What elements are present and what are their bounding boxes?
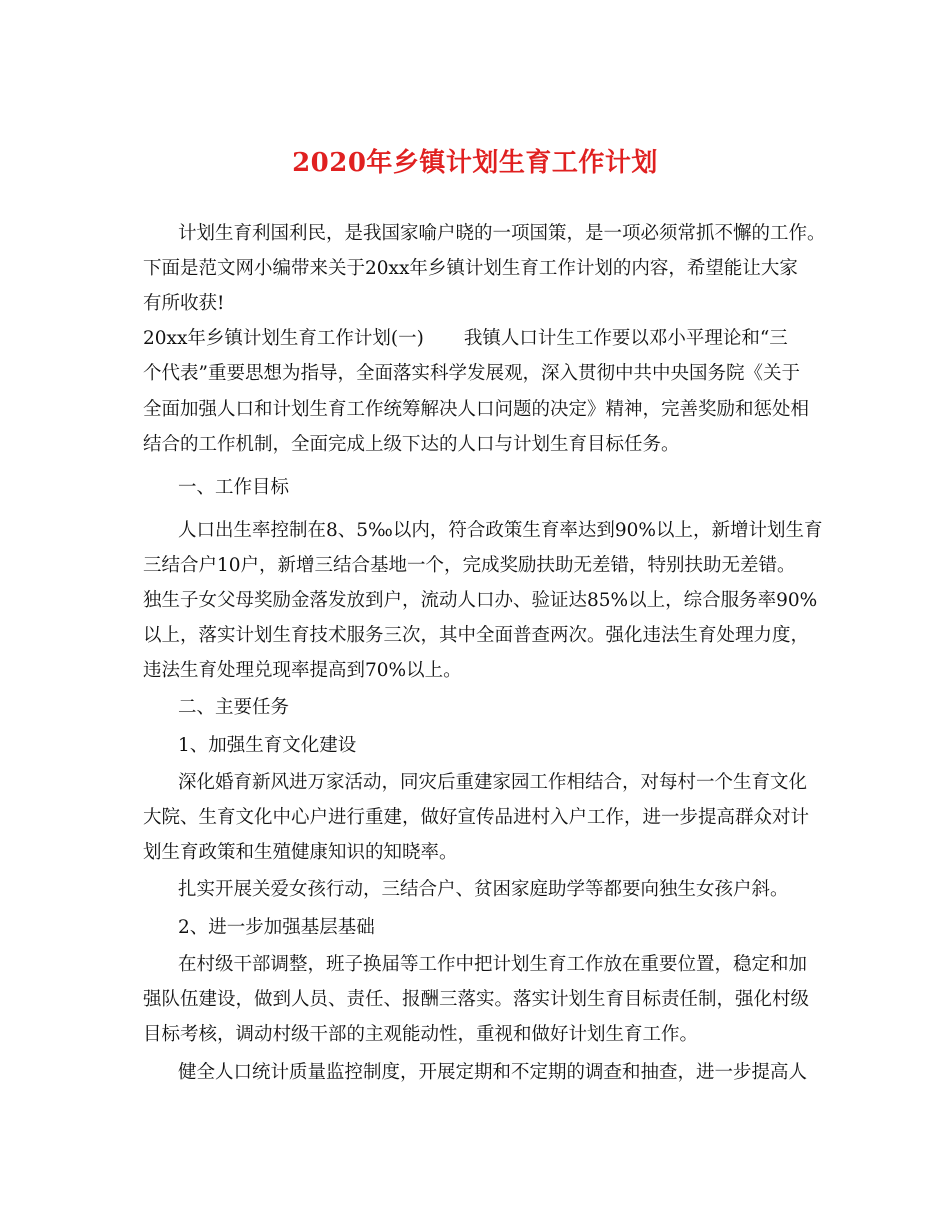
paragraph-line: 大院、生育文化中心户进行重建，做好宣传品进村入户工作，进一步提高群众对计 bbox=[143, 807, 810, 828]
paragraph-line: 深化婚育新风进万家活动，同灾后重建家园工作相结合，对每村一个生育文化 bbox=[178, 772, 808, 793]
paragraph-line: 扎实开展关爱女孩行动，三结合户、贫困家庭助学等都要向独生女孩户斜。 bbox=[178, 879, 789, 900]
paragraph-line: 强队伍建设，做到人员、责任、报酬三落实。落实计划生育目标责任制，强化村级 bbox=[143, 989, 810, 1010]
paragraph-line: 下面是范文网小编带来关于20xx年乡镇计划生育工作计划的内容，希望能让大家 bbox=[143, 258, 798, 279]
paragraph-line: 人口出生率控制在8、5‰以内，符合政策生育率达到90%以上，新增计划生育 bbox=[178, 520, 823, 541]
paragraph-line: 健全人口统计质量监控制度，开展定期和不定期的调查和抽查，进一步提高人 bbox=[178, 1062, 808, 1083]
document-title: 2020年乡镇计划生育工作计划 bbox=[292, 148, 658, 178]
subsection-heading: 1、加强生育文化建设 bbox=[178, 735, 357, 756]
paragraph-line: 划生育政策和生殖健康知识的知晓率。 bbox=[143, 842, 458, 863]
paragraph-line: 目标考核，调动村级干部的主观能动性，重视和做好计划生育工作。 bbox=[143, 1024, 699, 1045]
paragraph-line: 独生子女父母奖励金落发放到户，流动人口办、验证达85%以上，综合服务率90% bbox=[143, 590, 818, 611]
paragraph-line: 我镇人口计生工作要以邓小平理论和“三 bbox=[463, 328, 788, 349]
paragraph-line: 全面加强人口和计划生育工作统筹解决人口问题的决定》精神，完善奖励和惩处相 bbox=[143, 399, 810, 420]
paragraph-line: 个代表”重要思想为指导，全面落实科学发展观，深入贯彻中共中央国务院《关于 bbox=[143, 363, 800, 384]
paragraph-line: 以上，落实计划生育技术服务三次，其中全面普查两次。强化违法生育处理力度， bbox=[143, 625, 810, 646]
section-heading: 20xx年乡镇计划生育工作计划(一) bbox=[143, 328, 424, 349]
section-heading: 一、工作目标 bbox=[178, 477, 290, 498]
paragraph-line: 在村级干部调整，班子换届等工作中把计划生育工作放在重要位置，稳定和加 bbox=[178, 954, 808, 975]
paragraph-line: 三结合户10户，新增三结合基地一个，完成奖励扶助无差错，特别扶助无差错。 bbox=[143, 555, 796, 576]
paragraph-line: 有所收获! bbox=[143, 293, 225, 314]
subsection-heading: 2、进一步加强基层基础 bbox=[178, 917, 375, 938]
paragraph-line: 违法生育处理兑现率提高到70%以上。 bbox=[143, 660, 462, 681]
paragraph-line: 结合的工作机制，全面完成上级下达的人口与计划生育目标任务。 bbox=[143, 434, 680, 455]
section-heading: 二、主要任务 bbox=[178, 697, 290, 718]
paragraph-line: 计划生育利国利民，是我国家喻户晓的一项国策，是一项必须常抓不懈的工作。 bbox=[178, 223, 826, 244]
section-heading-line bbox=[143, 327, 788, 351]
